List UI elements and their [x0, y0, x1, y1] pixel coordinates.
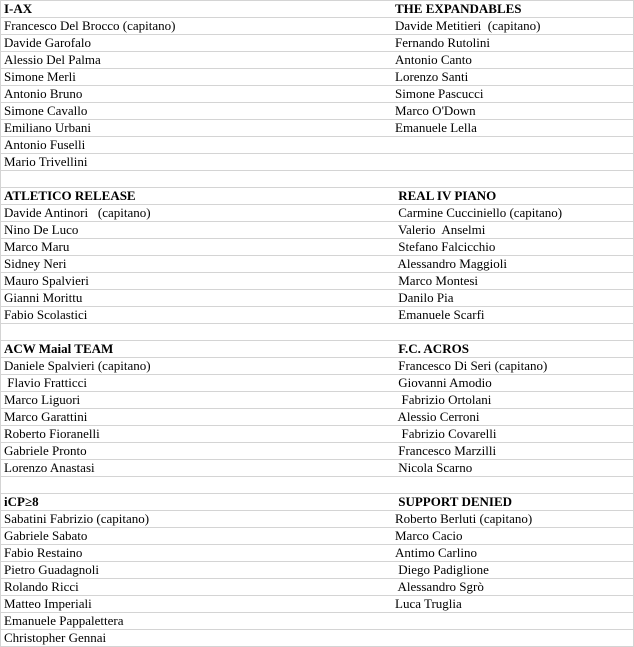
- player-name-left: Davide Garofalo: [4, 35, 91, 50]
- player-name-left: Gianni Morittu: [4, 290, 83, 305]
- player-name-right: Luca Truglia: [395, 596, 462, 611]
- player-name-right: Emanuele Scarfi: [395, 307, 485, 322]
- player-row: [0, 153, 634, 170]
- team-header-row: [0, 0, 634, 17]
- player-name-left: Marco Garattini: [4, 409, 88, 424]
- player-name-left: Christopher Gennai: [4, 630, 107, 645]
- player-row: [0, 357, 634, 374]
- separator-row: [0, 323, 634, 340]
- player-name-right: Simone Pascucci: [395, 86, 484, 101]
- player-name-right: Antonio Canto: [395, 52, 472, 67]
- team-header-row: [0, 187, 634, 204]
- player-name-left: Emiliano Urbani: [4, 120, 92, 135]
- player-row: [0, 527, 634, 544]
- player-name-left: Francesco Del Brocco (capitano): [4, 18, 176, 33]
- player-name-right: Carmine Cucciniello (capitano): [395, 205, 563, 220]
- player-name-left: Davide Antinori (capitano): [4, 205, 151, 220]
- player-row: [0, 238, 634, 255]
- team-name-left: ATLETICO RELEASE: [4, 188, 136, 203]
- player-row: [0, 510, 634, 527]
- player-name-left: Antonio Fuselli: [4, 137, 86, 152]
- player-name-left: Daniele Spalvieri (capitano): [4, 358, 151, 373]
- player-row: [0, 136, 634, 153]
- player-row: [0, 561, 634, 578]
- player-name-right: Alessandro Sgrò: [395, 579, 484, 594]
- player-name-right: Valerio Anselmi: [395, 222, 486, 237]
- player-name-left: Pietro Guadagnoli: [4, 562, 99, 577]
- player-row: [0, 17, 634, 34]
- player-row: [0, 255, 634, 272]
- player-name-left: Sabatini Fabrizio (capitano): [4, 511, 150, 526]
- player-name-right: Davide Metitieri (capitano): [395, 18, 541, 33]
- team-header-row: [0, 493, 634, 510]
- player-name-left: Antonio Bruno: [4, 86, 83, 101]
- player-row: [0, 544, 634, 561]
- player-name-left: Alessio Del Palma: [4, 52, 101, 67]
- player-name-right: Francesco Marzilli: [395, 443, 497, 458]
- player-row: [0, 408, 634, 425]
- player-row: [0, 459, 634, 476]
- player-name-right: Alessio Cerroni: [395, 409, 480, 424]
- player-name-right: Fabrizio Covarelli: [395, 426, 497, 441]
- player-name-right: Marco Montesi: [395, 273, 479, 288]
- team-name-left: I-AX: [4, 1, 33, 16]
- player-row: [0, 578, 634, 595]
- player-row: [0, 119, 634, 136]
- player-name-right: Diego Padiglione: [395, 562, 489, 577]
- separator-row: [0, 476, 634, 493]
- player-name-left: Fabio Restaino: [4, 545, 83, 560]
- player-name-right: Fabrizio Ortolani: [395, 392, 492, 407]
- player-name-left: Nino De Luco: [4, 222, 79, 237]
- player-name-right: Roberto Berluti (capitano): [395, 511, 533, 526]
- player-name-left: Emanuele Pappalettera: [4, 613, 124, 628]
- player-name-left: Simone Merli: [4, 69, 76, 84]
- player-name-left: Lorenzo Anastasi: [4, 460, 95, 475]
- player-row: [0, 51, 634, 68]
- player-name-right: Lorenzo Santi: [395, 69, 469, 84]
- team-name-right: THE EXPANDABLES: [395, 1, 522, 16]
- player-name-right: Marco Cacio: [395, 528, 463, 543]
- player-name-left: Simone Cavallo: [4, 103, 88, 118]
- team-name-right: REAL IV PIANO: [395, 188, 497, 203]
- separator-row: [0, 170, 634, 187]
- team-name-right: SUPPORT DENIED: [395, 494, 513, 509]
- player-row: [0, 306, 634, 323]
- player-row: [0, 595, 634, 612]
- player-name-right: Fernando Rutolini: [395, 35, 490, 50]
- player-name-left: Sidney Neri: [4, 256, 67, 271]
- player-name-left: Gabriele Pronto: [4, 443, 87, 458]
- player-name-left: Roberto Fioranelli: [4, 426, 100, 441]
- player-row: [0, 204, 634, 221]
- player-name-left: Gabriele Sabato: [4, 528, 88, 543]
- player-name-right: Giovanni Amodio: [395, 375, 492, 390]
- player-row: [0, 68, 634, 85]
- player-row: [0, 272, 634, 289]
- player-row: [0, 425, 634, 442]
- player-row: [0, 374, 634, 391]
- team-name-left: iCP≥8: [4, 494, 39, 509]
- team-name-right: F.C. ACROS: [395, 341, 469, 356]
- player-name-right: Stefano Falcicchio: [395, 239, 496, 254]
- player-name-left: Rolando Ricci: [4, 579, 79, 594]
- player-row: [0, 391, 634, 408]
- player-name-right: Francesco Di Seri (capitano): [395, 358, 548, 373]
- player-row: [0, 221, 634, 238]
- player-name-right: Nicola Scarno: [395, 460, 473, 475]
- team-name-left: ACW Maial TEAM: [4, 341, 114, 356]
- player-row: [0, 85, 634, 102]
- team-header-row: [0, 340, 634, 357]
- player-name-right: Antimo Carlino: [395, 545, 477, 560]
- player-row: [0, 629, 634, 646]
- player-name-right: Marco O'Down: [395, 103, 476, 118]
- player-name-right: Emanuele Lella: [395, 120, 477, 135]
- player-name-left: Marco Liguori: [4, 392, 81, 407]
- player-name-right: Danilo Pia: [395, 290, 454, 305]
- player-row: [0, 289, 634, 306]
- player-row: [0, 442, 634, 459]
- player-row: [0, 34, 634, 51]
- player-row: [0, 102, 634, 119]
- player-name-left: Matteo Imperiali: [4, 596, 92, 611]
- player-name-left: Mauro Spalvieri: [4, 273, 89, 288]
- player-row: [0, 612, 634, 629]
- player-name-left: Mario Trivellini: [4, 154, 88, 169]
- player-name-left: Fabio Scolastici: [4, 307, 88, 322]
- player-name-left: Marco Maru: [4, 239, 70, 254]
- player-name-left: Flavio Fratticci: [4, 375, 88, 390]
- player-name-right: Alessandro Maggioli: [395, 256, 507, 271]
